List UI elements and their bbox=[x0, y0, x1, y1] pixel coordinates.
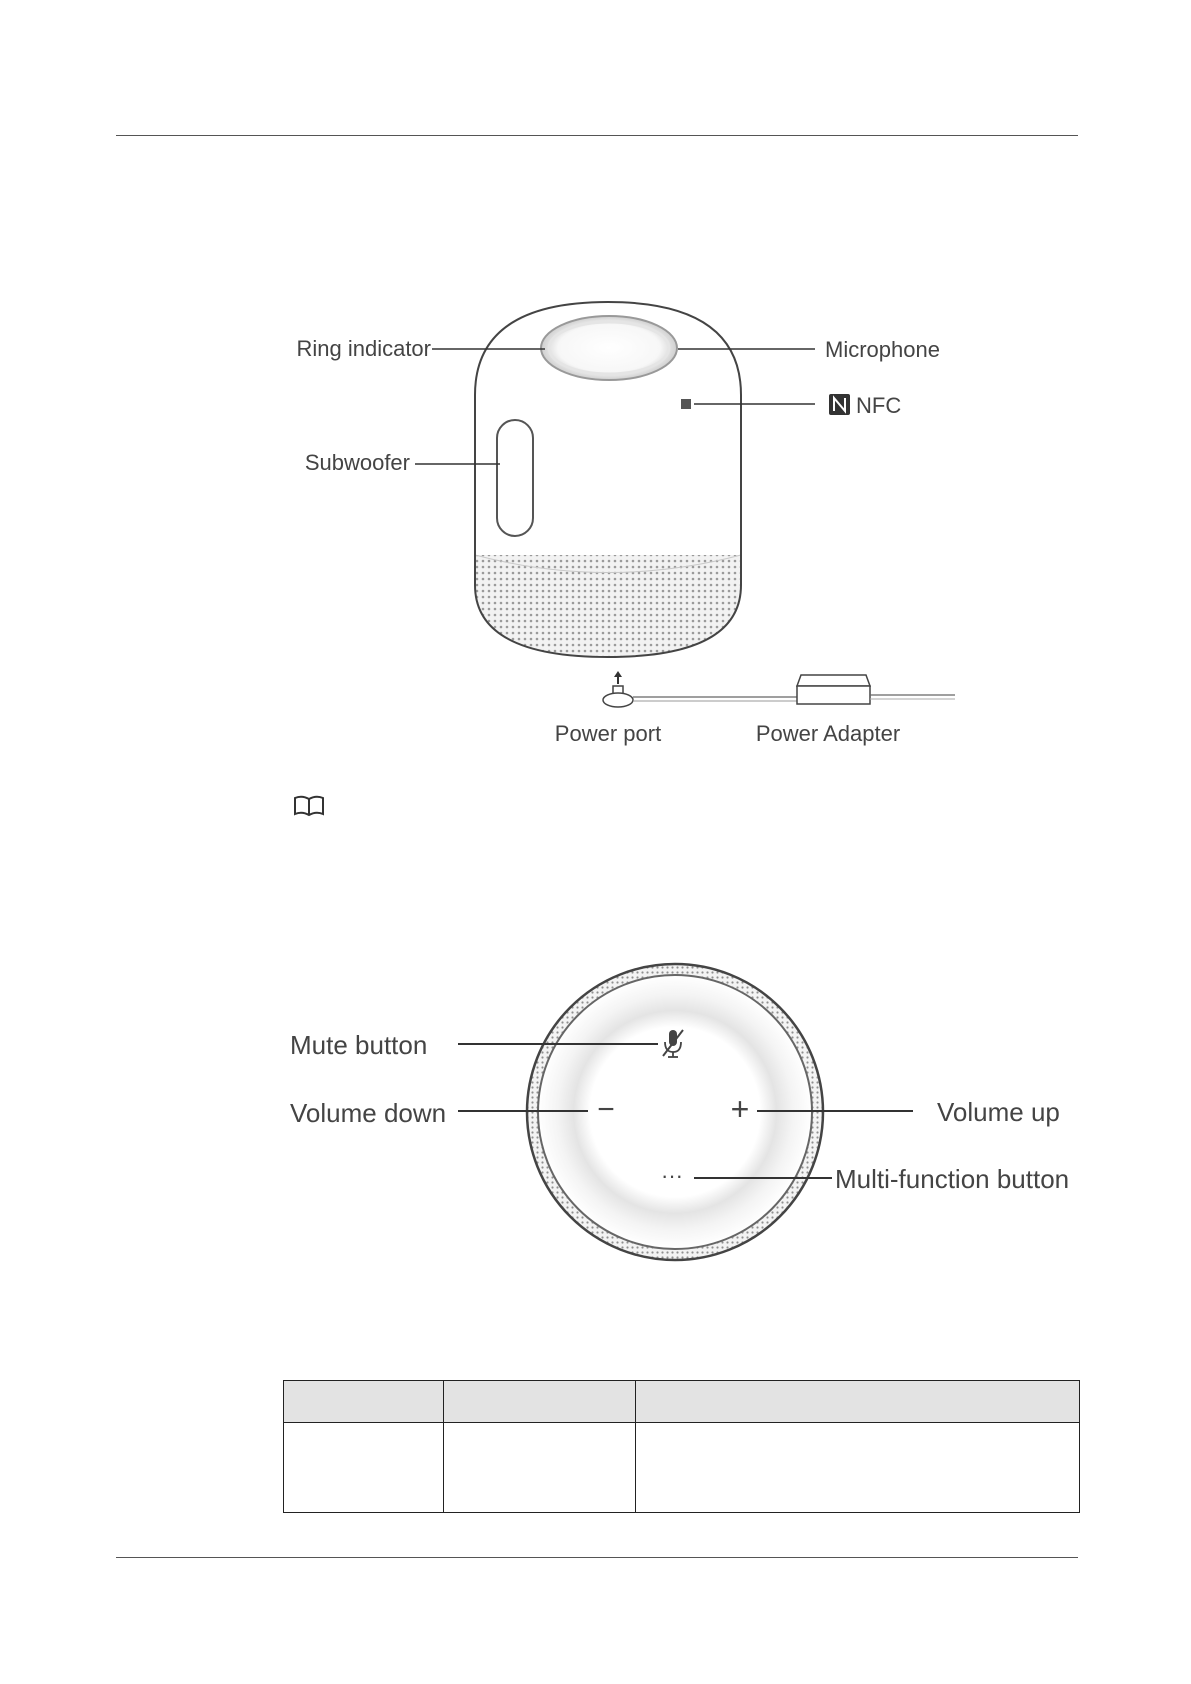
power-port-label: Power port bbox=[554, 721, 662, 746]
table-cell bbox=[284, 1423, 444, 1513]
microphone-label: Microphone bbox=[825, 337, 940, 362]
power-adapter-graphic bbox=[797, 675, 870, 704]
volume-down-label: Volume down bbox=[290, 1098, 447, 1128]
table-cell bbox=[444, 1423, 636, 1513]
multi-function-button-label: Multi-function button bbox=[835, 1164, 1070, 1194]
table-row bbox=[284, 1423, 1080, 1513]
volume-up-label: Volume up bbox=[937, 1097, 1060, 1127]
table-header-cell bbox=[284, 1381, 444, 1423]
table-header-cell bbox=[444, 1381, 636, 1423]
header-rule bbox=[116, 135, 1078, 136]
volume-down-glyph: − bbox=[597, 1093, 615, 1126]
nfc-icon bbox=[829, 394, 850, 415]
mute-button-label: Mute button bbox=[290, 1030, 428, 1060]
nfc-label: NFC bbox=[856, 393, 902, 418]
ring-indicator-graphic bbox=[541, 316, 677, 380]
multi-function-glyph: ··· bbox=[661, 1163, 683, 1188]
spec-table bbox=[283, 1380, 1080, 1513]
subwoofer-graphic bbox=[497, 420, 533, 536]
subwoofer-label: Subwoofer bbox=[304, 450, 410, 475]
table-cell bbox=[636, 1423, 1080, 1513]
nfc-mark-on-speaker bbox=[681, 399, 691, 409]
power-port-graphic bbox=[603, 671, 633, 707]
volume-up-glyph: + bbox=[730, 1091, 750, 1127]
table-header-row bbox=[284, 1381, 1080, 1423]
note-book-icon bbox=[293, 795, 325, 817]
speaker-side-view-figure bbox=[0, 290, 1191, 750]
speaker-top-view-figure bbox=[0, 945, 1191, 1265]
table-header-cell bbox=[636, 1381, 1080, 1423]
power-adapter-label: Power Adapter bbox=[755, 721, 901, 746]
ring-indicator-label: Ring indicator bbox=[296, 336, 431, 361]
footer-rule bbox=[116, 1557, 1078, 1558]
